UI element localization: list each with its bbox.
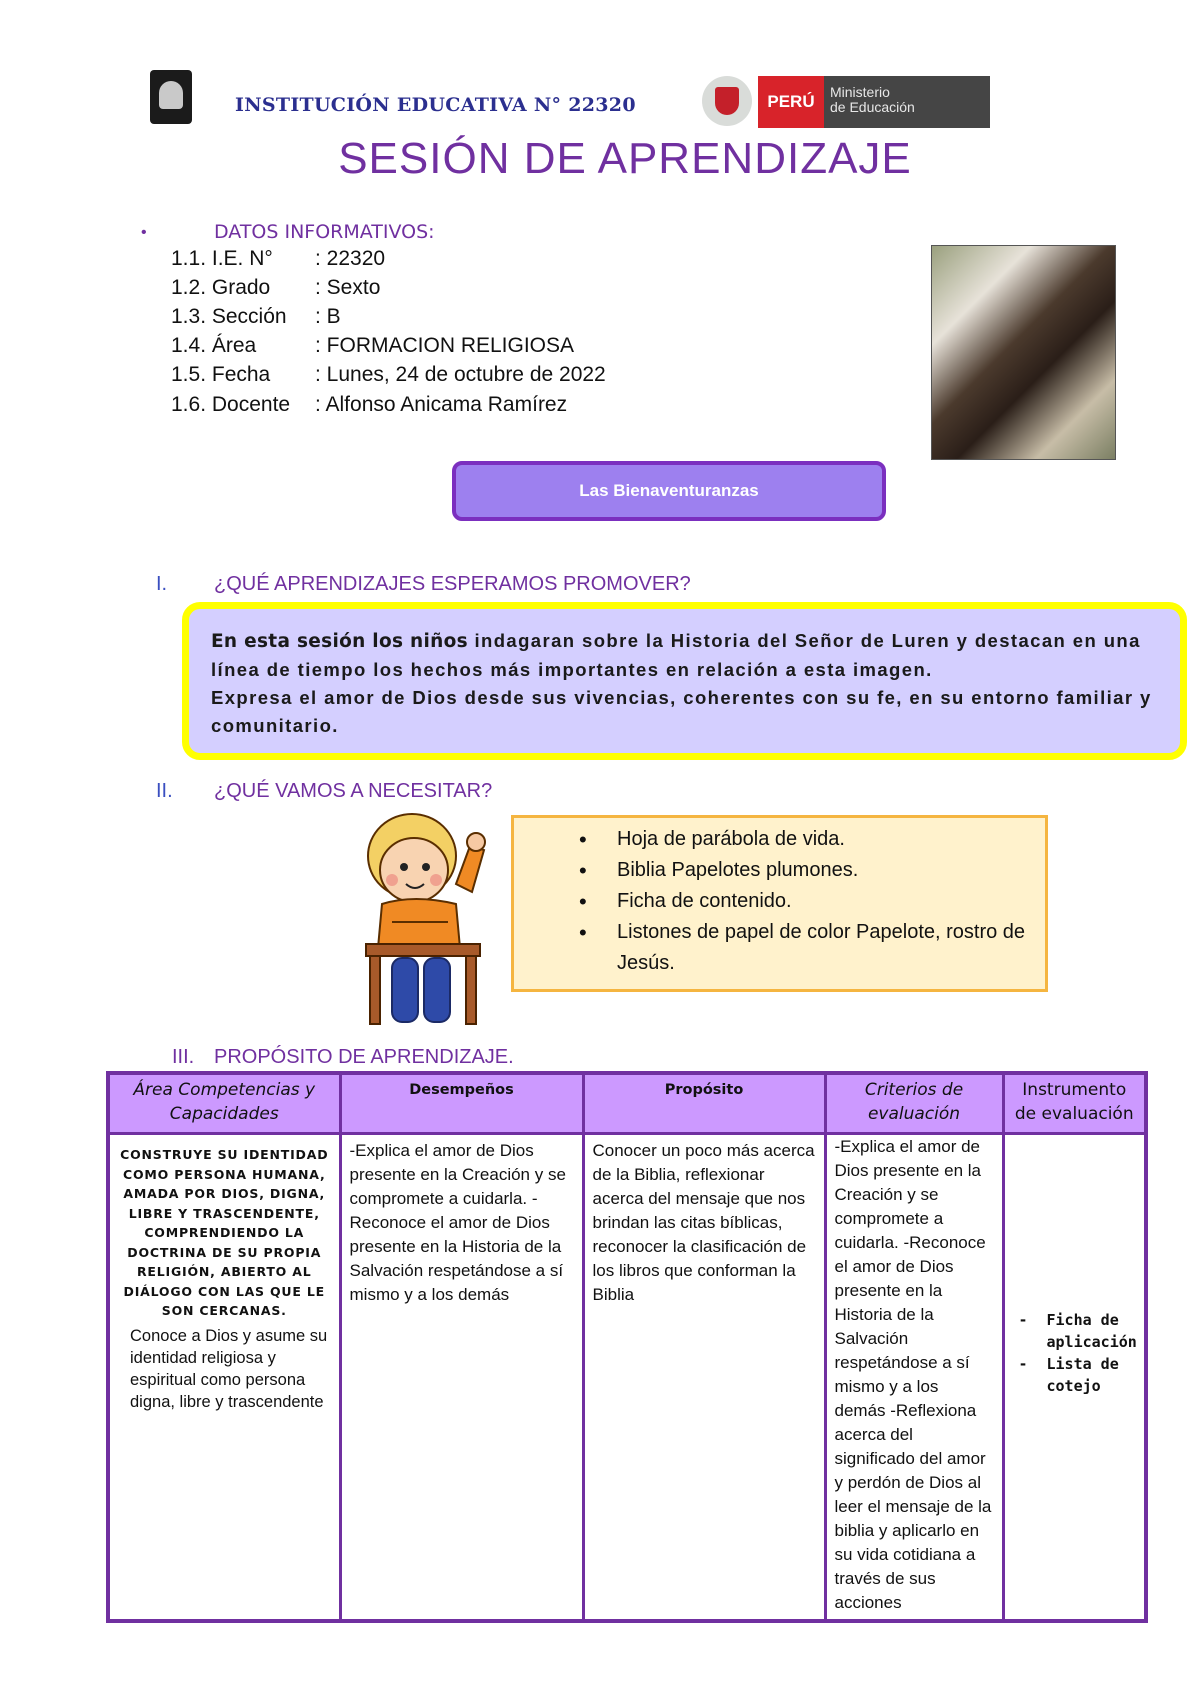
- section2-number: II.: [156, 780, 173, 802]
- section1-title: ¿QUÉ APRENDIZAJES ESPERAMOS PROMOVER?: [214, 573, 691, 595]
- info-value: : 22320: [315, 247, 386, 270]
- ministry-logo: [824, 76, 990, 128]
- instrument-item: - Lista de cotejo: [1017, 1353, 1137, 1397]
- datos-heading: DATOS INFORMATIVOS:: [214, 221, 435, 243]
- ministry-line2: de Educación: [830, 99, 915, 115]
- material-item: • Biblia Papelotes plumones.: [514, 855, 1037, 886]
- ministry-line1: Ministerio: [830, 84, 890, 100]
- info-key: 1.5. Fecha: [171, 363, 271, 386]
- learning-text: indagaran sobre la Historia del Señor de Luren y destacan en una línea de tiempo los hechos más importantes en relación a esta imagen.: [211, 630, 1141, 680]
- info-value: : B: [315, 305, 341, 328]
- page-title: SESIÓN DE APRENDIZAJE: [338, 134, 912, 183]
- learning-text-2: Expresa el amor de Dios desde sus vivencias, coherentes con su fe, en su entorno familiar y comunitario.: [211, 687, 1152, 736]
- material-item: • Ficha de contenido.: [514, 886, 1037, 917]
- info-value: : Sexto: [315, 276, 381, 299]
- header-proposito: Propósito: [583, 1073, 825, 1134]
- section3-title: PROPÓSITO DE APRENDIZAJE.: [214, 1046, 514, 1068]
- info-value: : FORMACION RELIGIOSA: [315, 334, 575, 357]
- learning-purpose-table: [106, 1071, 1148, 1623]
- cell-proposito: Conocer un poco más acerca de la Biblia, reflexionar acerca del mensaje que nos brindan las citas bíblicas, reconocer la clasificación de los libros que conforman la Biblia: [583, 1134, 825, 1622]
- section2-title: ¿QUÉ VAMOS A NECESITAR?: [214, 780, 493, 802]
- info-key: 1.1. I.E. N°: [171, 247, 273, 270]
- info-row: [171, 305, 341, 329]
- header-desempenos: Desempeños: [340, 1073, 583, 1134]
- school-logo: [150, 70, 192, 124]
- section1-number: I.: [156, 573, 168, 595]
- header-area: Área Competencias y Capacidades: [108, 1073, 340, 1134]
- instruments-list: [1017, 1309, 1137, 1397]
- header-criterios: Criterios de evaluación: [825, 1073, 1003, 1134]
- table-header-row: [108, 1073, 1146, 1134]
- senor-de-luren-photo: [931, 245, 1116, 460]
- info-row: [171, 247, 385, 271]
- cell-instrumentos: [1003, 1134, 1146, 1622]
- info-key: 1.4. Área: [171, 334, 257, 357]
- session-topic: Las Bienaventuranzas: [579, 481, 759, 500]
- info-row: [171, 334, 574, 358]
- session-topic-box: [452, 461, 886, 521]
- student-illustration: [352, 812, 494, 1027]
- institution-name: INSTITUCIÓN EDUCATIVA N° 22320: [235, 94, 636, 116]
- info-row: [171, 393, 567, 417]
- material-item: • Listones de papel de color Papelote, rostro de Jesús.: [514, 917, 1037, 979]
- cell-criterios: -Explica el amor de Dios presente en la Creación y se compromete a cuidarla. -Reconoce el amor de Dios presente en la Historia de la Salvación respetándose a sí mismo y a los demás -Reflexiona acerca del significado del amor y perdón de Dios al leer el mensaje de la biblia y aplicarlo en su vida cotidiana a través de sus acciones: [825, 1134, 1003, 1622]
- info-row: [171, 363, 606, 387]
- info-row: [171, 276, 380, 300]
- learning-goals-box: [182, 602, 1187, 760]
- info-value: : Alfonso Anicama Ramírez: [315, 393, 568, 416]
- section3-number: III.: [172, 1046, 195, 1068]
- info-key: 1.3. Sección: [171, 305, 287, 328]
- header-instrumento: Instrumento de evaluación: [1003, 1073, 1146, 1134]
- datos-bullet: •: [141, 224, 147, 241]
- competence-text: CONSTRUYE SU IDENTIDAD COMO PERSONA HUMANA, AMADA POR DIOS, DIGNA, LIBRE Y TRASCENDENTE, COMPRENDIENDO LA DOCTRINA DE SU PROPIA RELIGIÓN, ABIERTO AL DIÁLOGO CON LAS QUE LE SON CERCANAS.: [120, 1147, 329, 1318]
- info-key: 1.2. Grado: [171, 276, 271, 299]
- table-row: [108, 1134, 1146, 1622]
- material-item: • Hoja de parábola de vida.: [514, 824, 1037, 855]
- peru-shield-icon: [702, 76, 752, 126]
- capacity-text: Conoce a Dios y asume su identidad religiosa y espiritual como persona digna, libre y trascendente: [130, 1326, 328, 1411]
- instrument-item: - Ficha de aplicación: [1017, 1309, 1137, 1353]
- info-value: : Lunes, 24 de octubre de 2022: [315, 363, 606, 386]
- materials-box: [511, 815, 1048, 992]
- cell-competence: [108, 1134, 340, 1622]
- materials-list: [514, 824, 1045, 979]
- cell-desempenos: -Explica el amor de Dios presente en la Creación y se compromete a cuidarla. -Reconoce el amor de Dios presente en la Historia de la Salvación respetándose a sí mismo y a los demás: [340, 1134, 583, 1622]
- peru-label: PERÚ: [758, 76, 824, 128]
- info-key: 1.6. Docente: [171, 393, 291, 416]
- learning-lead: En esta sesión los niños: [211, 631, 468, 652]
